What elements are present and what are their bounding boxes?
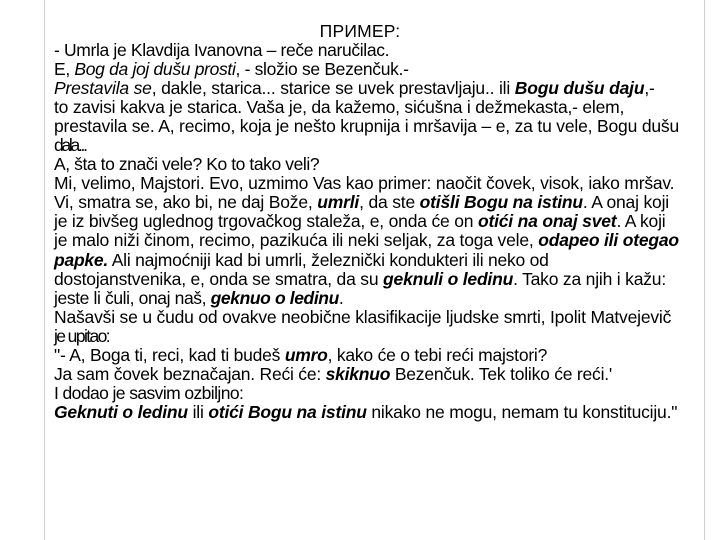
title-text: ПРИМЕР bbox=[319, 21, 396, 41]
text-segment: , da ste bbox=[359, 192, 420, 213]
emphasized-phrase: otići Bogu na istinu bbox=[208, 402, 367, 423]
text-line bbox=[54, 289, 720, 308]
text-segment: je malo niži činom, recimo, pazikuća ili neki seljak, za toga vele, bbox=[54, 230, 539, 251]
text-segment: jeste li čuli, onaj naš, bbox=[54, 287, 211, 308]
text-segment: . A onaj koji bbox=[582, 192, 669, 213]
emphasized-phrase: Bog da joj dušu prosti bbox=[74, 58, 236, 79]
text-line bbox=[54, 60, 720, 79]
text-line bbox=[54, 117, 720, 136]
text-line bbox=[54, 346, 720, 365]
text-line bbox=[54, 327, 720, 346]
page-title bbox=[0, 21, 720, 41]
text-line bbox=[54, 98, 720, 117]
text-segment: dala... bbox=[54, 134, 86, 155]
emphasized-phrase: papke. bbox=[54, 249, 109, 270]
text-line bbox=[54, 308, 720, 327]
emphasized-phrase: umrli bbox=[317, 192, 360, 213]
text-segment: Našavši se u čudu od ovakve neobične klasifikacije ljudske smrti, Ipolit Matvejevič bbox=[54, 306, 672, 327]
emphasized-phrase: Bogu dušu daju bbox=[514, 77, 645, 98]
emphasized-phrase: geknuo o ledinu bbox=[210, 287, 339, 308]
text-segment: "- A, Boga ti, reci, kad ti budeš bbox=[54, 345, 285, 365]
text-segment: Ali najmoćniji kad bi umrli, železnički kondukteri ili neko od bbox=[108, 249, 549, 270]
text-segment: Bezenčuk. Tek toliko će reći.' bbox=[390, 364, 613, 385]
text-line bbox=[54, 174, 720, 193]
text-segment: . A koji bbox=[616, 211, 666, 232]
text-segment: . Tako za njih i kažu: bbox=[513, 268, 666, 289]
text-line bbox=[54, 270, 720, 289]
text-segment: , kako će o tebi reći majstori? bbox=[327, 345, 548, 365]
text-line bbox=[54, 251, 720, 270]
text-line bbox=[54, 384, 720, 403]
text-line bbox=[54, 403, 720, 422]
emphasized-phrase: Prestavila se bbox=[54, 77, 152, 98]
text-segment: , - složio se Bezenčuk.- bbox=[235, 58, 409, 79]
text-line bbox=[54, 41, 720, 60]
body-text bbox=[54, 41, 720, 423]
text-line bbox=[54, 155, 720, 174]
text-segment: I dodao je sasvim ozbiljno: bbox=[54, 383, 244, 404]
text-segment: dostojanstvenika, e, onda se smatra, da su bbox=[54, 268, 384, 289]
text-segment: Ja sam čovek beznačajan. Reći će: bbox=[54, 364, 326, 385]
text-line bbox=[54, 193, 720, 212]
text-segment: je iz bivšeg uglednog trgovačkog staleža, e, onda će on bbox=[54, 211, 478, 232]
text-segment: prestavila se. A, recimo, koja je nešto krupnija i mršavija – e, za tu vele, Bogu dušu bbox=[54, 115, 680, 136]
text-segment: . bbox=[338, 287, 344, 308]
emphasized-phrase: umro bbox=[284, 345, 328, 365]
text-segment: ,- bbox=[644, 77, 655, 98]
text-line bbox=[54, 136, 720, 155]
emphasized-phrase: odapeo ili otegao bbox=[538, 230, 679, 251]
text-segment: ili bbox=[187, 402, 209, 423]
title-suffix: : bbox=[395, 21, 401, 41]
left-frame-line bbox=[44, 0, 45, 540]
emphasized-phrase: otići na onaj svet bbox=[477, 211, 617, 232]
emphasized-phrase: Geknuti o ledinu bbox=[54, 402, 188, 423]
text-segment: Vi, smatra se, ako bi, ne daj Bože, bbox=[54, 192, 318, 213]
text-segment: - Umrla je Klavdija Ivanovna – reče naručilac. bbox=[54, 39, 390, 60]
text-segment: to zavisi kakva je starica. Vaša je, da kažemo, sićušna i dežmekasta,- elem, bbox=[54, 96, 625, 117]
text-segment: nikako ne mogu, nemam tu konstituciju." bbox=[366, 402, 678, 423]
emphasized-phrase: geknuli o ledinu bbox=[383, 268, 514, 289]
text-line bbox=[54, 79, 720, 98]
text-segment: A, šta to znači vele? Ko to tako veli? bbox=[54, 154, 320, 175]
text-line bbox=[54, 231, 720, 250]
text-segment: , dakle, starica... starice se uvek prestavljaju.. ili bbox=[151, 77, 515, 98]
text-segment: E, bbox=[54, 58, 75, 79]
emphasized-phrase: skiknuo bbox=[325, 364, 391, 385]
text-line bbox=[54, 365, 720, 384]
text-segment: je upitao: bbox=[54, 325, 110, 346]
emphasized-phrase: otišli Bogu na istinu bbox=[419, 192, 583, 213]
text-segment: Mi, velimo, Majstori. Evo, uzmimo Vas kao primer: naočit čovek, visok, iako mršav. bbox=[54, 173, 675, 194]
text-line bbox=[54, 212, 720, 231]
